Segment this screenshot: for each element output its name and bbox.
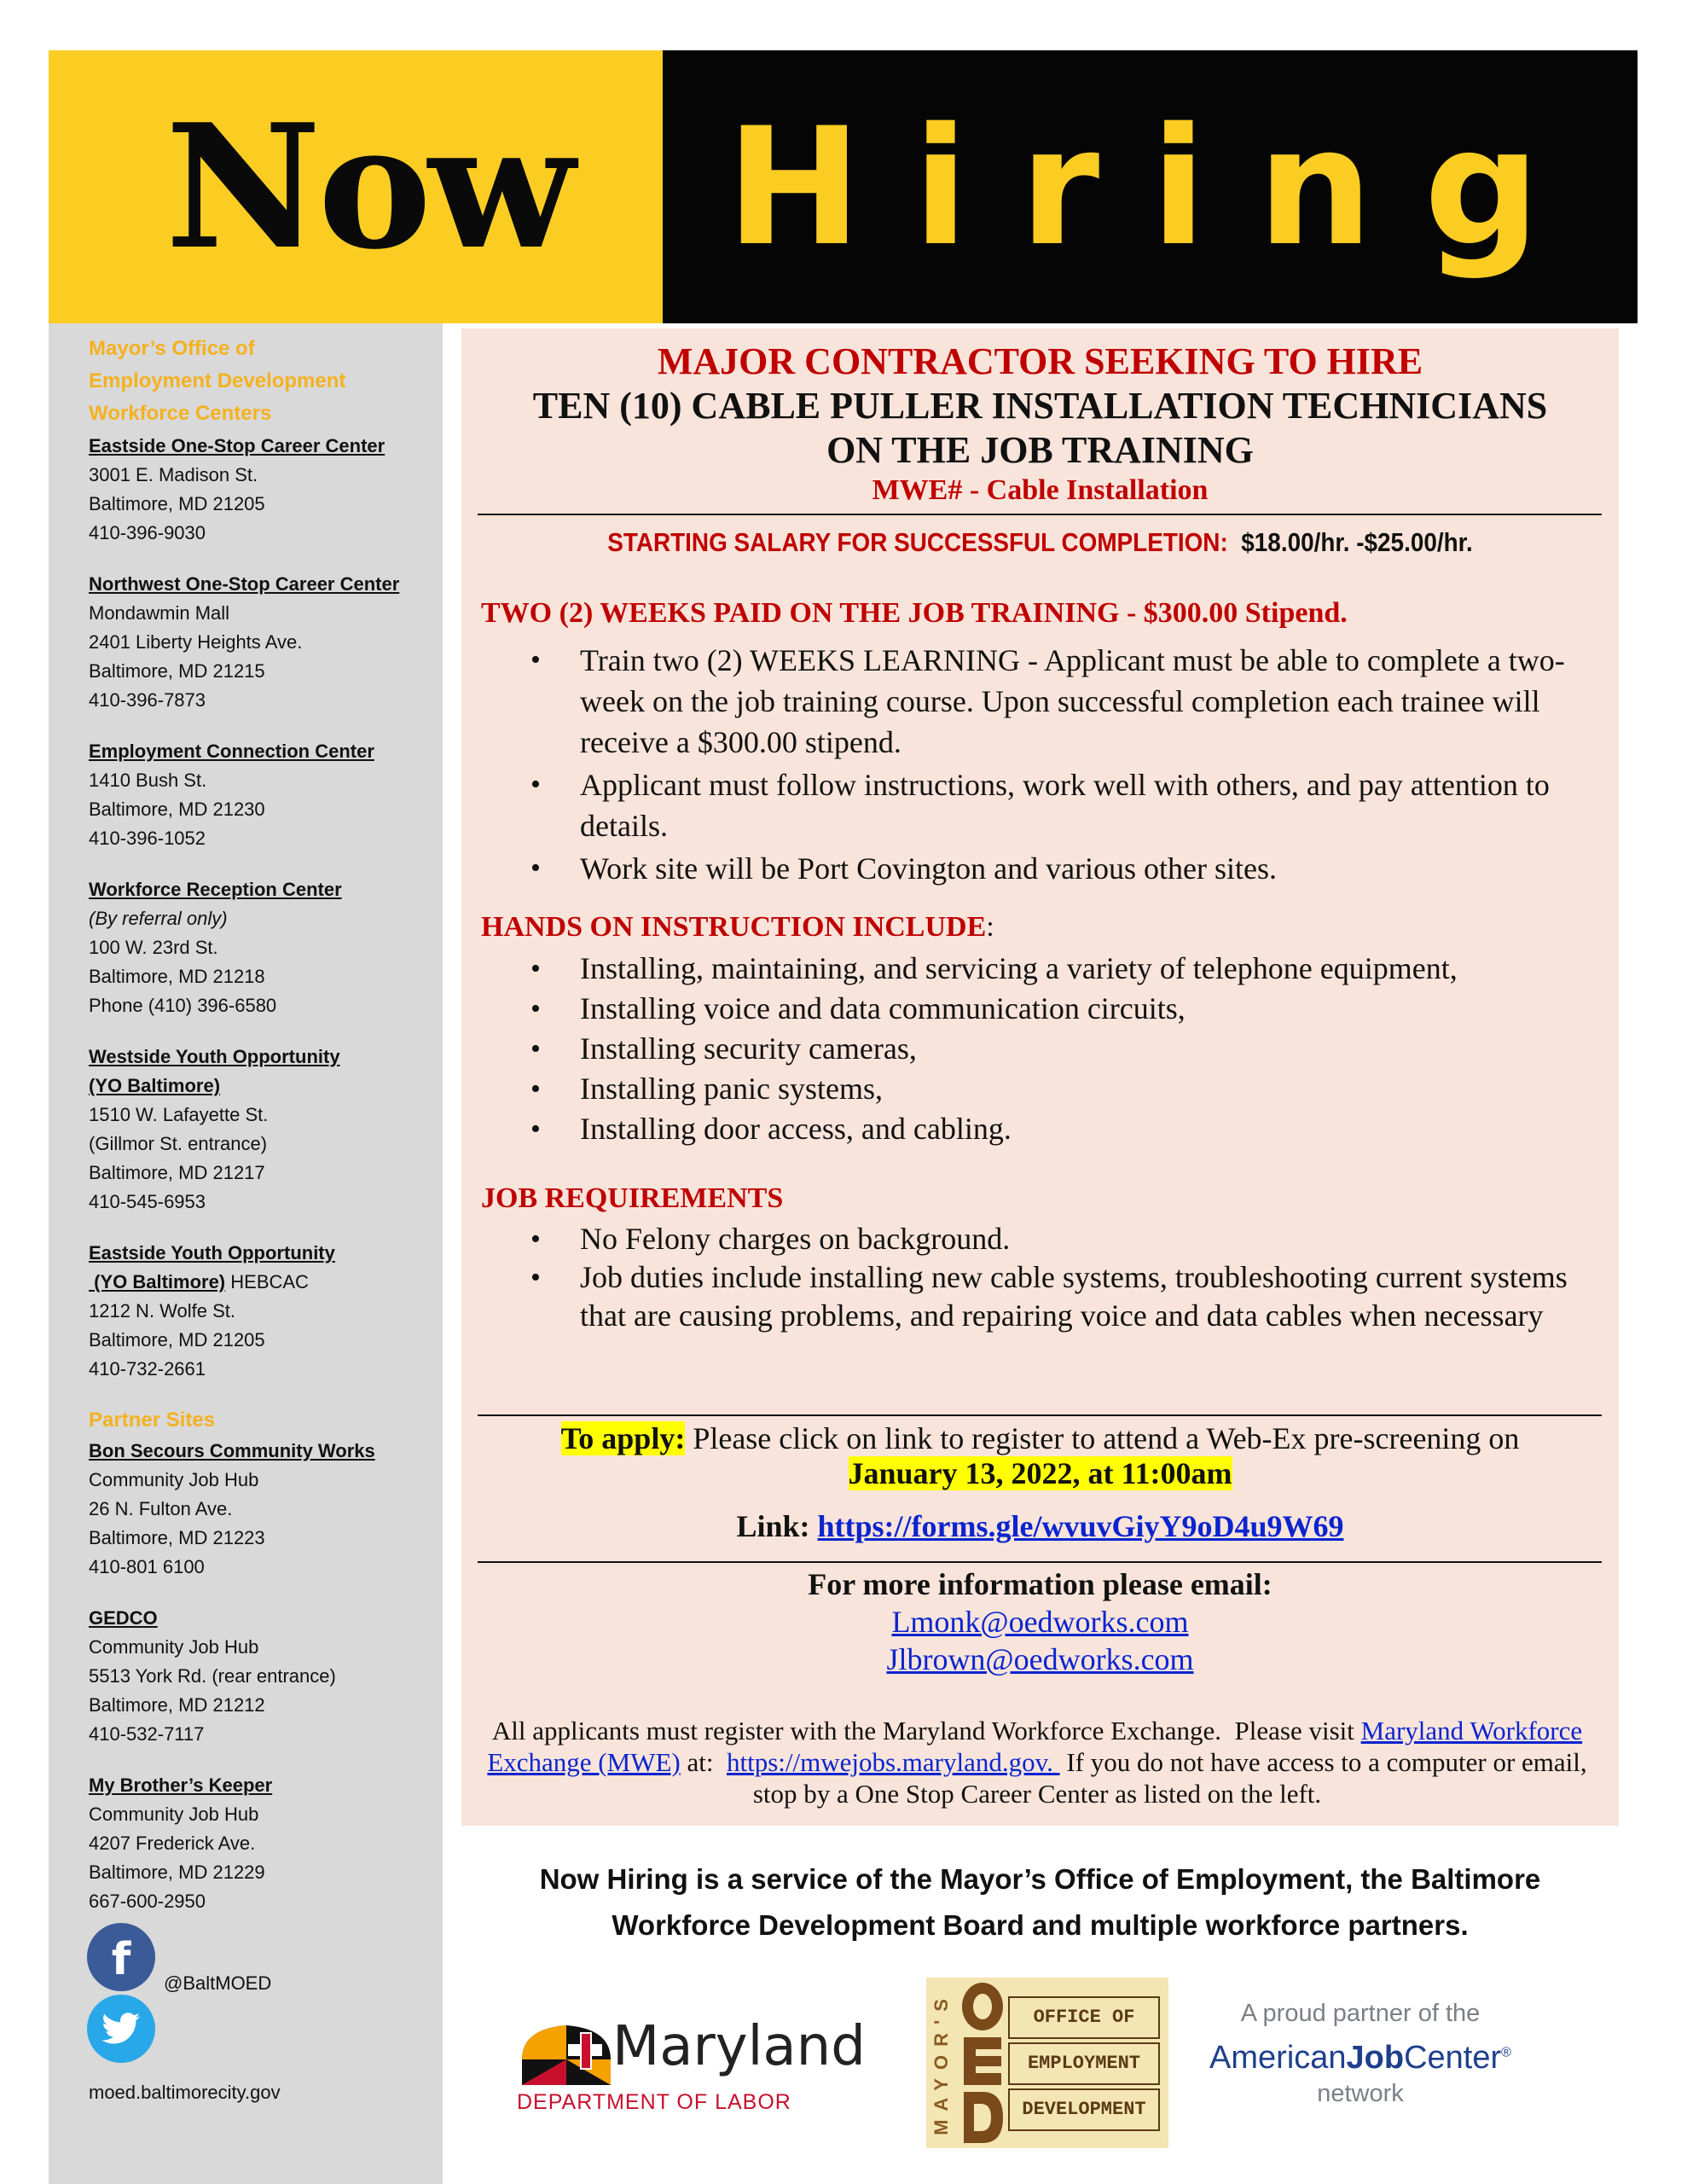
moed-line-development: DEVELOPMENT [1008,2088,1160,2131]
social-handle: @BaltMOED [164,1972,272,1994]
headline-mwe: MWE# - Cable Installation [872,474,1209,506]
training-item: • Train two (2) WEEKS LEARNING - Applicant must be able to complete a two- week on the job training course. Upon successful completion each trainee will receive a $300.00 stipend. [512,640,1603,763]
sidebar-org-title: Mayor’s Office of Employment Development Workforce Centers [89,337,346,425]
training-item: • Applicant must follow instructions, work well with others, and pay attention to details. [512,764,1603,846]
twitter-icon[interactable] [87,1995,155,2063]
sidebar-website[interactable]: moed.baltimorecity.gov [89,2082,281,2103]
partner-sites-title: Partner Sites [89,1409,216,1432]
email-heading: For more information please email: [808,1567,1272,1601]
divider-top [478,514,1602,515]
moed-line-employment: EMPLOYMENT [1008,2042,1160,2085]
ajc-network-text: network [1317,2080,1404,2107]
instruction-item: • Installing, maintaining, and servicing a variety of telephone equipment, [512,949,1603,989]
link-label: Link: [736,1509,818,1543]
banner-now-text: Now [165,86,572,288]
partner-gedco: GEDCO Community Job Hub 5513 York Rd. (rear entrance) Baltimore, MD 21212 410-532-7117 [89,1607,336,1745]
ajc-wordmark: AmericanJobCenter® [1209,2040,1511,2076]
salary-label: STARTING SALARY FOR SUCCESSFUL COMPLETION: [607,527,1228,557]
center-workforce-reception: Workforce Reception Center (By referral only) 100 W. 23rd St. Baltimore, MD 21218 Phone (410) 396-6580 [89,879,342,1016]
center-employment-connection: Employment Connection Center 1410 Bush St. Baltimore, MD 21230 410-396-1052 [89,741,374,849]
maryland-labor-logo [517,2015,892,2126]
center-westside-youth: Westside Youth Opportunity (YO Baltimore) 1510 W. Lafayette St. (Gillmor St. entrance) Baltimore, MD 21217 410-545-6953 [89,1046,340,1212]
maryland-name: Maryland [612,2015,866,2078]
salary-value: $18.00/hr. -$25.00/hr. [1241,527,1473,557]
center-northwest-one-stop: Northwest One-Stop Career Center Mondawmin Mall 2401 Liberty Heights Ave. Baltimore, MD 21215 410-396-7873 [89,573,400,711]
service-statement: Now Hiring is a service of the Mayor’s Office of Employment, the Baltimore Workforce Development Board and multiple workforce partners. [539,1863,1541,1941]
divider-apply-bottom [478,1561,1602,1563]
mwe-link[interactable]: Maryland Workforce Exchange (MWE) [487,1716,1583,1777]
center-eastside-youth: Eastside Youth Opportunity (YO Baltimore) HEBCAC 1212 N. Wolfe St. Baltimore, MD 21205 410-732-2661 [89,1242,335,1380]
center-eastside-one-stop: Eastside One-Stop Career Center 3001 E. Madison St. Baltimore, MD 21205 410-396-9030 [89,435,386,543]
moed-vertical-text: MAYOR'S [930,1990,952,2135]
requirements-list [512,1220,1603,1335]
moed-oed-emblem [957,1979,1006,2146]
apply-link-line [461,1508,1619,1544]
training-item: • Work site will be Port Covington and various other sites. [512,848,1603,889]
moed-logo [926,1978,1168,2148]
ajc-partner-text: A proud partner of the [1240,2000,1481,2027]
twitter-bird-glyph [101,2013,141,2045]
partner-bon-secours: Bon Secours Community Works Community Job Hub 26 N. Fulton Ave. Baltimore, MD 21223 410-801 6100 [89,1440,375,1577]
training-heading: TWO (2) WEEKS PAID ON THE JOB TRAINING - $300.00 Stipend. [481,597,1348,629]
headline-training: ON THE JOB TRAINING [826,429,1254,471]
headline-job-title: TEN (10) CABLE PULLER INSTALLATION TECHNICIANS [532,385,1548,427]
divider-apply-top [478,1414,1602,1416]
mwe-paragraph: All applicants must register with the Maryland Workforce Exchange. Please visit Maryland Workforce Exchange (MWE) at: https://mwejobs.maryland.gov. If you do not have access to a computer or email, stop by a One Stop Career Center as listed on the left. [487,1716,1594,1809]
headline-major-contractor: MAJOR CONTRACTOR SEEKING TO HIRE [657,340,1423,382]
american-job-center-logo [1203,2000,1518,2108]
salary-line [519,527,1561,558]
apply-date: January 13, 2022, at 11:00am [848,1456,1232,1490]
apply-date-line [461,1455,1619,1491]
instruction-list [512,949,1603,1149]
instruction-heading: HANDS ON INSTRUCTION INCLUDE: [481,911,994,943]
instruction-item: • Installing panic systems, [512,1069,1603,1109]
partner-my-brothers-keeper: My Brother’s Keeper Community Job Hub 4207 Frederick Ave. Baltimore, MD 21229 667-600-2950 [89,1774,273,1912]
apply-line [461,1420,1619,1457]
instruction-item: • Installing door access, and cabling. [512,1109,1603,1149]
email-2-line [461,1641,1619,1677]
maryland-flag-icon [519,2022,614,2087]
training-list [512,640,1603,889]
requirements-heading: JOB REQUIREMENTS [481,1182,784,1214]
moed-line-office: OFFICE OF [1008,1996,1160,2039]
email-link-jlbrown[interactable]: Jlbrown@oedworks.com [886,1642,1194,1676]
apply-label: To apply: [560,1421,686,1455]
maryland-dept: DEPARTMENT OF LABOR [517,2090,791,2114]
requirement-item: • Job duties include installing new cable systems, troubleshooting current systems that are causing problems, and repairing voice and data cables when necessary [512,1258,1603,1335]
instruction-item: • Installing security cameras, [512,1029,1603,1069]
apply-text: Please click on link to register to attend a Web-Ex pre-screening on [685,1421,1520,1455]
facebook-icon[interactable]: f [87,1923,155,1991]
mwe-url-link[interactable]: https://mwejobs.maryland.gov. [726,1747,1060,1777]
registration-link[interactable]: https://forms.gle/wvuvGiyY9oD4u9W69 [817,1509,1344,1543]
email-link-lmonk[interactable]: Lmonk@oedworks.com [891,1605,1189,1639]
email-1-line [461,1604,1619,1640]
requirement-item: • No Felony charges on background. [512,1220,1603,1258]
banner-hiring-text: Hiring [726,92,1591,282]
instruction-item: • Installing voice and data communication circuits, [512,989,1603,1029]
